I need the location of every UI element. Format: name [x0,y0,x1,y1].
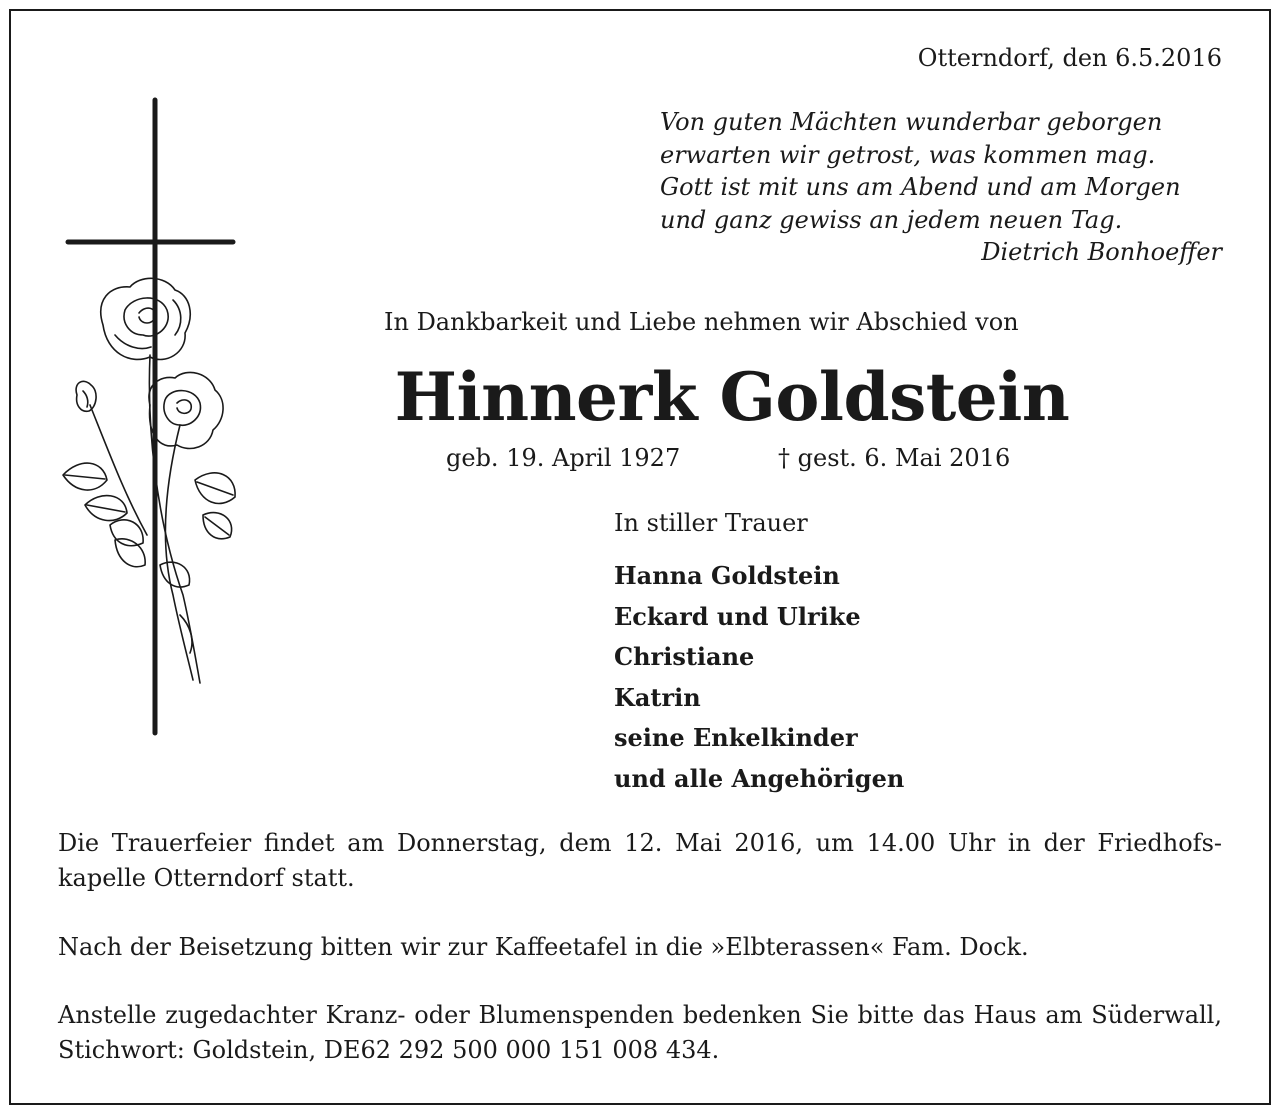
birth-date: geb. 19. April 1927 [446,444,681,472]
funeral-service-info: Die Trauerfeier findet am Donnerstag, dem 12. Mai 2016, um 14.00 Uhr in der Friedhofs-kapelle Otterndorf statt. [58,829,1222,892]
death-date: † gest. 6. Mai 2016 [778,444,1011,472]
mourner: Eckard und Ulrike [614,601,861,631]
quote-line: Gott ist mit uns am Abend und am Morgen [660,173,1181,201]
mourner: Hanna Goldstein [614,561,840,590]
quote-line: und ganz gewiss an jedem neuen Tag. [660,205,1123,234]
mourners-list [614,556,904,800]
reception-info: Nach der Beisetzung bitten wir zur Kaffeetafel in die »Elbterassen« Fam. Dock. [58,933,1029,961]
mourner: seine Enkelkinder [614,723,858,753]
deceased-name: Hinnerk Goldstein [394,358,1070,436]
mourner: und alle Angehörigen [614,763,905,793]
place-date: Otterndorf, den 6.5.2016 [917,44,1222,72]
mourning-label: In stiller Trauer [614,509,808,537]
donation-info: Anstelle zugedachter Kranz- oder Blumenspenden bedenken Sie bitte das Haus am Süderwall, Stichwort: Goldstein, DE62 292 500 000 151 008 434. [58,1001,1222,1064]
farewell-intro: In Dankbarkeit und Liebe nehmen wir Abschied von [384,308,1019,336]
mourner: Christiane [614,642,755,672]
quote-author: Dietrich Bonhoeffer [981,238,1222,266]
quote-line: erwarten wir getrost, was kommen mag. [660,140,1156,169]
bonhoeffer-quote [660,106,1222,269]
mourner: Katrin [614,682,701,712]
quote-line: Von guten Mächten wunderbar geborgen [660,108,1163,136]
